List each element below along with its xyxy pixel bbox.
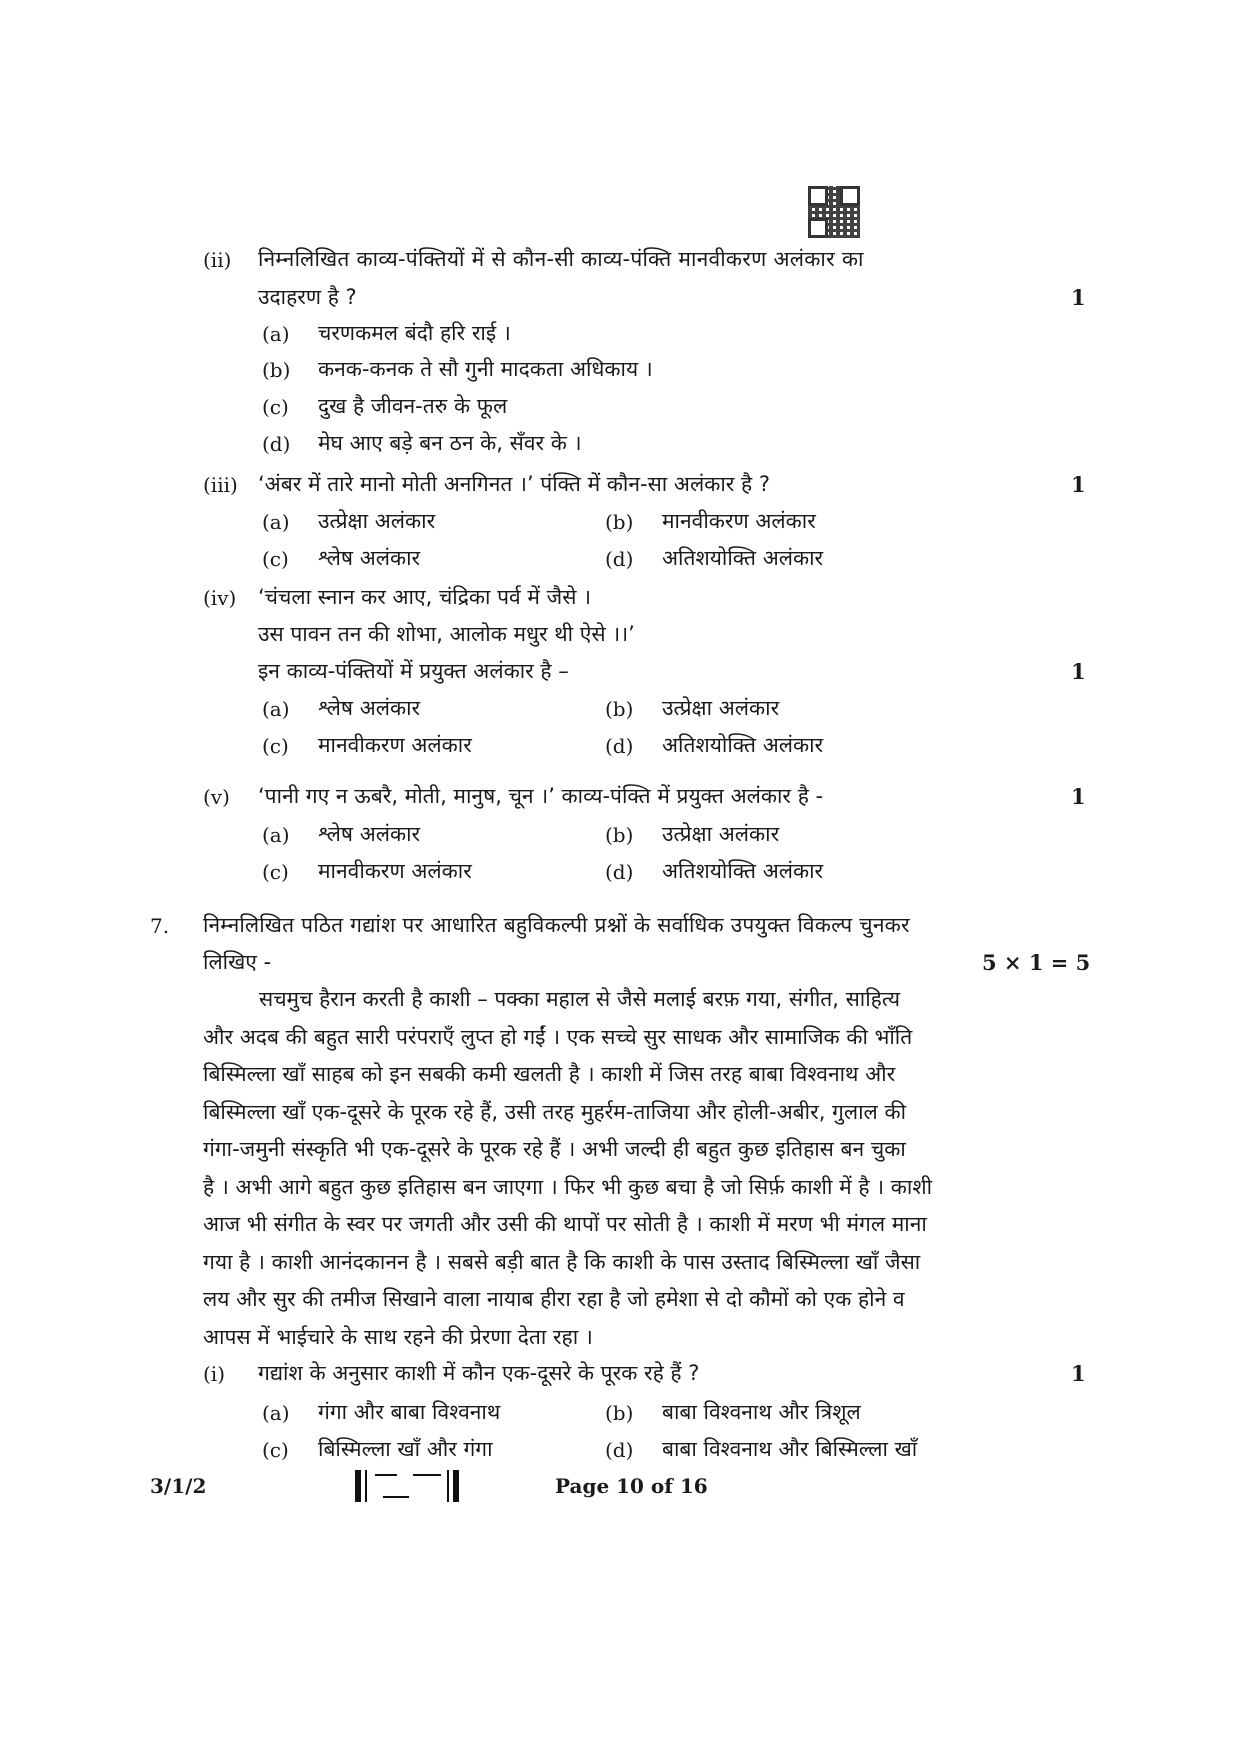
question-number: (iii) (203, 473, 238, 497)
page-number: Page 10 of 16 (555, 1474, 708, 1498)
question-marks: 1 (1071, 285, 1086, 310)
question-marks: 1 (1071, 659, 1086, 684)
option-label: (a) (262, 823, 290, 847)
option-label: (c) (262, 547, 289, 571)
barcode-icon (355, 1470, 461, 1502)
option-label: (b) (605, 1401, 634, 1425)
poem-line: ‘चंचला स्नान कर आए, चंद्रिका पर्व में जैसे । (258, 585, 592, 609)
question-number: (ii) (203, 248, 232, 272)
option-label: (c) (262, 395, 289, 419)
question-marks: 1 (1071, 472, 1086, 497)
option-text: उत्प्रेक्षा अलंकार (662, 822, 780, 846)
option-label: (c) (262, 1438, 289, 1462)
option-label: (b) (605, 510, 634, 534)
option-text: चरणकमल बंदौ हरि राई । (318, 321, 511, 345)
question-marks: 1 (1071, 784, 1086, 809)
poem-line: उस पावन तन की शोभा, आलोक मधुर थी ऐसे ।।’ (258, 622, 635, 646)
option-text: दुख है जीवन-तरु के फूल (318, 394, 508, 418)
qr-code-icon (808, 186, 860, 238)
question-stem: उदाहरण है ? (258, 285, 357, 309)
question-stem: ‘अंबर में तारे मानो मोती अनगिनत ।’ पंक्ति में कौन-सा अलंकार है ? (258, 472, 770, 496)
option-text: मानवीकरण अलंकार (662, 509, 816, 533)
option-label: (d) (262, 432, 291, 456)
passage-line: बिस्मिल्ला खाँ साहब को इन सबकी कमी खलती है । काशी में जिस तरह बाबा विश्वनाथ और (203, 1062, 896, 1086)
passage-line: आज भी संगीत के स्वर पर जगती और उसी की थापों पर सोती है । काशी में मरण भी मंगल माना (203, 1212, 927, 1236)
question-number: (v) (203, 785, 230, 809)
question-instruction: लिखिए - (203, 950, 272, 974)
question-number: (iv) (203, 586, 237, 610)
question-stem: निम्नलिखित काव्य-पंक्तियों में से कौन-सी काव्य-पंक्ति मानवीकरण अलंकार का (258, 247, 864, 271)
option-text: मानवीकरण अलंकार (318, 733, 472, 757)
option-label: (a) (262, 1401, 290, 1425)
passage-line: है । अभी आगे बहुत कुछ इतिहास बन जाएगा । फिर भी कुछ बचा है जो सिर्फ़ काशी में है । काशी (203, 1174, 933, 1199)
option-text: अतिशयोक्ति अलंकार (662, 859, 824, 883)
question-stem: ‘पानी गए न ऊबरै, मोती, मानुष, चून ।’ काव्य-पंक्ति में प्रयुक्त अलंकार है - (258, 784, 824, 808)
option-text: मेघ आए बड़े बन ठन के, सँवर के । (318, 431, 582, 455)
option-text: श्लेष अलंकार (318, 696, 421, 720)
question-marks: 5 × 1 = 5 (982, 950, 1091, 975)
option-text: कनक-कनक ते सौ गुनी मादकता अधिकाय । (318, 357, 653, 381)
passage-line: बिस्मिल्ला खाँ एक-दूसरे के पूरक रहे हैं, उसी तरह मुहर्रम-ताजिया और होली-अबीर, गुलाल की (203, 1099, 907, 1124)
question-stem: गद्यांश के अनुसार काशी में कौन एक-दूसरे के पूरक रहे हैं ? (258, 1361, 700, 1385)
option-text: श्लेष अलंकार (318, 822, 421, 846)
option-label: (a) (262, 697, 290, 721)
option-label: (b) (605, 697, 634, 721)
option-text: बिस्मिल्ला खाँ और गंगा (318, 1437, 493, 1461)
option-label: (d) (605, 547, 634, 571)
passage-line: सचमुच हैरान करती है काशी – पक्का महाल से जैसे मलाई बरफ़ गया, संगीत, साहित्य (259, 987, 901, 1011)
option-label: (b) (605, 823, 634, 847)
option-label: (d) (605, 860, 634, 884)
option-text: उत्प्रेक्षा अलंकार (662, 696, 780, 720)
passage-line: आपस में भाईचारे के साथ रहने की प्रेरणा देता रहा । (203, 1324, 593, 1349)
option-text: गंगा और बाबा विश्वनाथ (318, 1400, 501, 1424)
passage-line: लय और सुर की तमीज सिखाने वाला नायाब हीरा रहा है जो हमेशा से दो कौमों को एक होने व (203, 1287, 905, 1311)
option-label: (d) (605, 734, 634, 758)
option-label: (d) (605, 1438, 634, 1462)
paper-code: 3/1/2 (150, 1474, 207, 1498)
option-label: (b) (262, 358, 291, 382)
question-marks: 1 (1071, 1361, 1086, 1386)
option-label: (a) (262, 510, 290, 534)
passage-line: गंगा-जमुनी संस्कृति भी एक-दूसरे के पूरक रहे हैं । अभी जल्दी ही बहुत कुछ इतिहास बन चुका (203, 1137, 906, 1161)
question-stem: इन काव्य-पंक्तियों में प्रयुक्त अलंकार है – (258, 659, 569, 683)
question-number: 7. (150, 914, 170, 938)
passage-line: गया है । काशी आनंदकानन है । सबसे बड़ी बात है कि काशी के पास उस्ताद बिस्मिल्ला खाँ जैसा (203, 1249, 921, 1274)
option-text: मानवीकरण अलंकार (318, 859, 472, 883)
option-label: (c) (262, 860, 289, 884)
option-label: (c) (262, 734, 289, 758)
question-instruction: निम्नलिखित पठित गद्यांश पर आधारित बहुविकल्पी प्रश्नों के सर्वाधिक उपयुक्त विकल्प चुनकर (203, 913, 910, 937)
option-text: उत्प्रेक्षा अलंकार (318, 509, 436, 533)
option-text: बाबा विश्वनाथ और बिस्मिल्ला खाँ (662, 1437, 918, 1461)
option-text: श्लेष अलंकार (318, 546, 421, 570)
option-text: अतिशयोक्ति अलंकार (662, 546, 824, 570)
passage (203, 985, 1043, 1360)
option-label: (a) (262, 322, 290, 346)
option-text: अतिशयोक्ति अलंकार (662, 733, 824, 757)
question-number: (i) (203, 1362, 226, 1386)
passage-line: और अदब की बहुत सारी परंपराएँ लुप्त हो गईं । एक सच्चे सुर साधक और सामाजिक की भाँति (203, 1024, 913, 1049)
option-text: बाबा विश्वनाथ और त्रिशूल (662, 1400, 861, 1424)
